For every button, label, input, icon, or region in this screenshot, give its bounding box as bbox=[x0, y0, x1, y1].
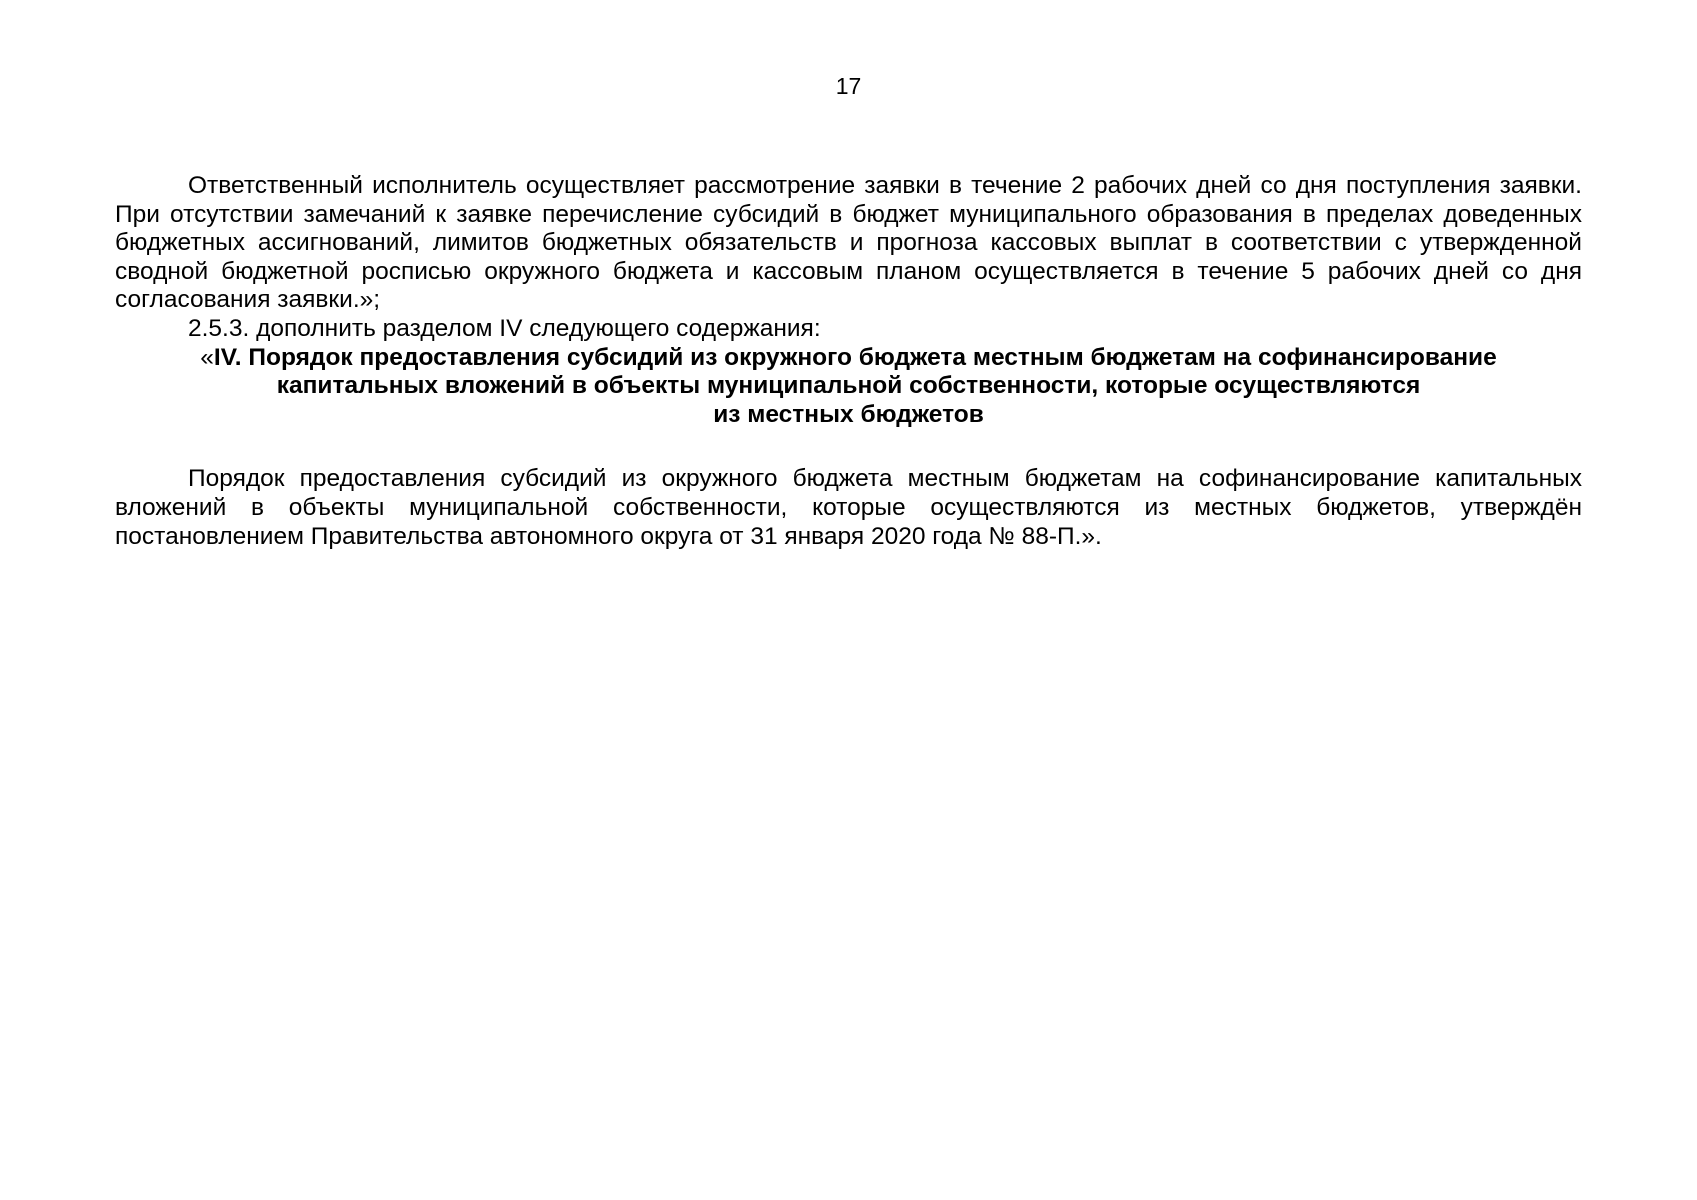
page-number: 17 bbox=[835, 73, 862, 99]
paragraph-amendment-item: 2.5.3. дополнить разделом IV следующего содержания: bbox=[188, 314, 821, 342]
section-heading-line-3: из местных бюджетов bbox=[713, 400, 984, 428]
section-heading-line-1 bbox=[115, 344, 1582, 373]
paragraph-review-of-application: Ответственный исполнитель осуществляет рассмотрение заявки в течение 2 рабочих дней со дня поступления заявки. При отсутствии замечаний к заявке перечисление субсидий в бюджет муниципального образования в пределах доведенных бюджетных ассигнований, лимитов бюджетных обязательств и прогноза кассовых выплат в соответствии с утвержденной сводной бюджетной росписью окружного бюджета и кассовым планом осуществляется в течение 5 рабочих дней со дня согласования заявки.»; bbox=[115, 172, 1582, 314]
paragraph-procedure-approval: Порядок предоставления субсидий из окружного бюджета местным бюджетам на софинансирование капитальных вложений в объекты муниципальной собственности, которые осуществляются из местных бюджетов, утверждён постановлением Правительства автономного округа от 31 января 2020 года № 88-П.». bbox=[115, 465, 1582, 550]
opening-quote: « bbox=[200, 343, 214, 371]
document-body bbox=[115, 172, 1582, 551]
section-heading-line-2: капитальных вложений в объекты муниципальной собственности, которые осуществляются bbox=[276, 372, 1421, 400]
section-heading bbox=[115, 344, 1582, 430]
section-heading-text-1: IV. Порядок предоставления субсидий из окружного бюджета местным бюджетам на софинансирование bbox=[213, 343, 1497, 371]
spacer bbox=[115, 429, 1582, 465]
